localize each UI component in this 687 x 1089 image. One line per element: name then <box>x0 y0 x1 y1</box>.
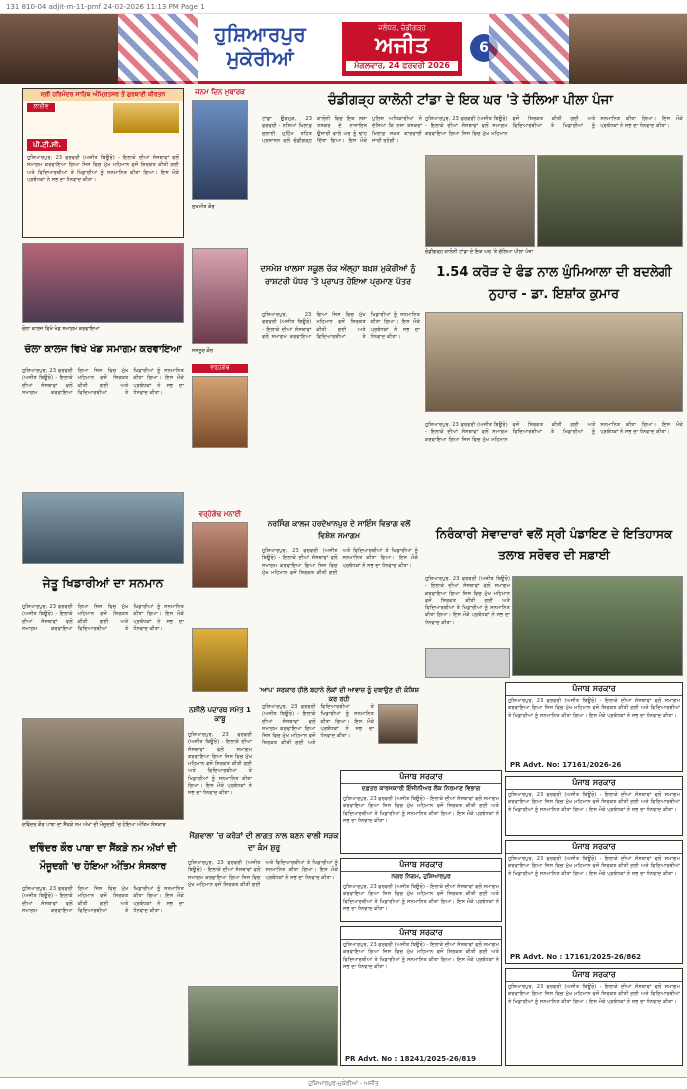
govt-ad-2-body: ਹੁਸ਼ਿਆਰਪੁਰ, 23 ਫਰਵਰੀ (ਅਜੀਤ ਬਿਊਰੋ) - ਇਲਾਕੇ ਦੀਆਂ ਸੰਸਥਾਵਾਂ ਵਲੋਂ ਸਮਾਗਮ ਕਰਵਾਇਆ ਗਿਆ ਜਿਸ ਵਿਚ ਮੁੱਖ ਮਹਿਮਾਨ ਵਜੋਂ ਸ਼ਿਰਕਤ ਕੀਤੀ ਗਈ ਅਤੇ ਵਿਦਿਆਰਥੀਆਂ ਤੇ ਖਿਡਾਰੀਆਂ ਨੂੰ ਸਨਮਾਨਿਤ ਕੀਤਾ ਗਿਆ। ਇਸ ਮੌਕੇ ਪ੍ਰਬੰਧਕਾਂ ਨੇ ਸਭ ਦਾ ਧੰਨਵਾਦ ਕੀਤਾ। <box>508 792 680 813</box>
drug-headline-box <box>188 706 252 730</box>
funeral-headline-box <box>22 840 184 882</box>
nirankari-story-body: ਹੁਸ਼ਿਆਰਪੁਰ, 23 ਫਰਵਰੀ (ਅਜੀਤ ਬਿਊਰੋ) - ਇਲਾਕੇ ਦੀਆਂ ਸੰਸਥਾਵਾਂ ਵਲੋਂ ਸਮਾਗਮ ਕਰਵਾਇਆ ਗਿਆ ਜਿਸ ਵਿਚ ਮੁੱਖ ਮਹਿਮਾਨ ਵਜੋਂ ਸ਼ਿਰਕਤ ਕੀਤੀ ਗਈ ਅਤੇ ਵਿਦਿਆਰਥੀਆਂ ਤੇ ਖਿਡਾਰੀਆਂ ਨੂੰ ਸਨਮਾਨਿਤ ਕੀਤਾ ਗਿਆ। ਇਸ ਮੌਕੇ ਪ੍ਰਬੰਧਕਾਂ ਨੇ ਸਭ ਦਾ ਧੰਨਵਾਦ ਕੀਤਾ। <box>425 576 510 626</box>
birthday-photo-2 <box>192 248 248 344</box>
anniversary-photo-2 <box>192 522 248 588</box>
brand-box <box>342 22 462 76</box>
school-story-body: ਹੁਸ਼ਿਆਰਪੁਰ, 23 ਫਰਵਰੀ (ਅਜੀਤ ਬਿਊਰੋ) - ਇਲਾਕੇ ਦੀਆਂ ਸੰਸਥਾਵਾਂ ਵਲੋਂ ਸਮਾਗਮ ਕਰਵਾਇਆ ਗਿਆ ਜਿਸ ਵਿਚ ਮੁੱਖ ਮਹਿਮਾਨ ਵਜੋਂ ਸ਼ਿਰਕਤ ਕੀਤੀ ਗਈ ਅਤੇ ਵਿਦਿਆਰਥੀਆਂ ਤੇ ਖਿਡਾਰੀਆਂ ਨੂੰ ਸਨਮਾਨਿਤ ਕੀਤਾ ਗਿਆ। ਇਸ ਮੌਕੇ ਪ੍ਰਬੰਧਕਾਂ ਨੇ ਸਭ ਦਾ ਧੰਨਵਾਦ ਕੀਤਾ। <box>262 312 420 340</box>
event-photo-caption: ਦਵਿੰਦਰ ਕੌਰ ਪਾਬਾ ਦਾ ਸੈਂਕੜੇ ਨਮ ਅੱਖਾਂ ਦੀ ਮੌਜੂਦਗੀ 'ਚ ਹੋਇਆ ਅੰਤਿਮ ਸੰਸਕਾਰ <box>22 822 166 828</box>
main-story-headline-box <box>258 90 683 114</box>
anniversary-label: ਵਰ੍ਹੇਗੰਢ <box>192 364 248 373</box>
govt-ad-1-head: ਪੰਜਾਬ ਸਰਕਾਰ <box>506 683 682 696</box>
main-story-headline: ਚੰਡੀਗੜ੍ਹ ਕਾਲੋਨੀ ਟਾਂਡਾ ਦੇ ਇਕ ਘਰ 'ਤੇ ਚੱਲਿਆ ਪੀਲਾ ਪੰਜਾ <box>327 93 614 108</box>
govt-ad-5-body: ਹੁਸ਼ਿਆਰਪੁਰ, 23 ਫਰਵਰੀ (ਅਜੀਤ ਬਿਊਰੋ) - ਇਲਾਕੇ ਦੀਆਂ ਸੰਸਥਾਵਾਂ ਵਲੋਂ ਸਮਾਗਮ ਕਰਵਾਇਆ ਗਿਆ ਜਿਸ ਵਿਚ ਮੁੱਖ ਮਹਿਮਾਨ ਵਜੋਂ ਸ਼ਿਰਕਤ ਕੀਤੀ ਗਈ ਅਤੇ ਵਿਦਿਆਰਥੀਆਂ ਤੇ ਖਿਡਾਰੀਆਂ ਨੂੰ ਸਨਮਾਨਿਤ ਕੀਤਾ ਗਿਆ। ਇਸ ਮੌਕੇ ਪ੍ਰਬੰਧਕਾਂ ਨੇ ਸਭ ਦਾ ਧੰਨਵਾਦ ਕੀਤਾ। <box>343 942 499 970</box>
brand-cities: ਜਲੰਧਰ, ਚੰਡੀਗੜ੍ਹ <box>378 24 426 32</box>
anniversary-column <box>188 510 252 710</box>
govt-ad-4-number: PR Advt. No : 17161/2025-26/862 <box>510 953 641 961</box>
govt-ad-5-number: PR Advt. No : 18241/2025-26/819 <box>345 1055 476 1063</box>
govt-ad-2-head: ਪੰਜਾਬ ਸਰਕਾਰ <box>506 777 682 790</box>
main-story-body: ਟਾਂਡਾ ਉੜਮੁੜ, 23 ਫਰਵਰੀ - ਨਸ਼ਿਆਂ ਖ਼ਿਲਾਫ਼ ਚਲਾਈ ਮੁਹਿੰਮ ਤਹਿਤ ਪ੍ਰਸ਼ਾਸਨ ਵਲੋਂ ਚੰਡੀਗੜ੍ਹ ਕਾਲੋਨੀ ਵਿਚ ਇਕ ਨਸ਼ਾ ਤਸਕਰ ਦੇ ਨਾਜਾਇਜ਼ ਉਸਾਰੀ ਵਾਲੇ ਘਰ ਨੂੰ ਢਾਹ ਦਿੱਤਾ ਗਿਆ। ਇਸ ਮੌਕੇ ਪੁਲਿਸ ਅਧਿਕਾਰੀਆਂ ਨੇ ਦੱਸਿਆ ਕਿ ਨਸ਼ਾ ਤਸਕਰਾਂ ਖ਼ਿਲਾਫ਼ ਸਖ਼ਤ ਕਾਰਵਾਈ ਜਾਰੀ ਰਹੇਗੀ। <box>262 116 422 144</box>
birthday-column <box>188 88 252 448</box>
edition-title <box>190 22 330 70</box>
page-number: 6 <box>470 34 498 62</box>
ishank-photo <box>425 312 683 412</box>
live-label: ਲਾਈਵ <box>27 103 55 112</box>
school-headline-box <box>258 262 418 308</box>
event-photo-left <box>22 718 184 820</box>
govt-ad-1 <box>505 682 683 772</box>
anniversary-photo-3 <box>192 628 248 692</box>
aap-headline-box <box>258 686 420 702</box>
govt-ad-7 <box>505 968 683 1066</box>
road-photo <box>188 986 338 1066</box>
govt-ad-3-body: ਹੁਸ਼ਿਆਰਪੁਰ, 23 ਫਰਵਰੀ (ਅਜੀਤ ਬਿਊਰੋ) - ਇਲਾਕੇ ਦੀਆਂ ਸੰਸਥਾਵਾਂ ਵਲੋਂ ਸਮਾਗਮ ਕਰਵਾਇਆ ਗਿਆ ਜਿਸ ਵਿਚ ਮੁੱਖ ਮਹਿਮਾਨ ਵਜੋਂ ਸ਼ਿਰਕਤ ਕੀਤੀ ਗਈ ਅਤੇ ਵਿਦਿਆਰਥੀਆਂ ਤੇ ਖਿਡਾਰੀਆਂ ਨੂੰ ਸਨਮਾਨਿਤ ਕੀਤਾ ਗਿਆ। ਇਸ ਮੌਕੇ ਪ੍ਰਬੰਧਕਾਂ ਨੇ ਸਭ ਦਾ ਧੰਨਵਾਦ ਕੀਤਾ। <box>343 796 499 824</box>
sports-photo <box>22 492 184 564</box>
winners-headline: ਜੇਤੂ ਖਿਡਾਰੀਆਂ ਦਾ ਸਨਮਾਨ <box>42 576 164 590</box>
govt-ad-4-head: ਪੰਜਾਬ ਸਰਕਾਰ <box>506 841 682 854</box>
govt-ad-3-subhead: ਦਫ਼ਤਰ ਕਾਰਜਕਾਰੀ ਇੰਜੀਨੀਅਰ ਲੋਕ ਨਿਰਮਾਣ ਵਿਭਾਗ <box>361 785 481 792</box>
ishank-story-body: ਹੁਸ਼ਿਆਰਪੁਰ, 23 ਫਰਵਰੀ (ਅਜੀਤ ਬਿਊਰੋ) - ਇਲਾਕੇ ਦੀਆਂ ਸੰਸਥਾਵਾਂ ਵਲੋਂ ਸਮਾਗਮ ਕਰਵਾਇਆ ਗਿਆ ਜਿਸ ਵਿਚ ਮੁੱਖ ਮਹਿਮਾਨ ਵਜੋਂ ਸ਼ਿਰਕਤ ਕੀਤੀ ਗਈ ਅਤੇ ਵਿਦਿਆਰਥੀਆਂ ਤੇ ਖਿਡਾਰੀਆਂ ਨੂੰ ਸਨਮਾਨਿਤ ਕੀਤਾ ਗਿਆ। ਇਸ ਮੌਕੇ ਪ੍ਰਬੰਧਕਾਂ ਨੇ ਸਭ ਦਾ ਧੰਨਵਾਦ ਕੀਤਾ। <box>425 422 683 443</box>
nursing-story-body: ਹੁਸ਼ਿਆਰਪੁਰ, 23 ਫਰਵਰੀ (ਅਜੀਤ ਬਿਊਰੋ) - ਇਲਾਕੇ ਦੀਆਂ ਸੰਸਥਾਵਾਂ ਵਲੋਂ ਸਮਾਗਮ ਕਰਵਾਇਆ ਗਿਆ ਜਿਸ ਵਿਚ ਮੁੱਖ ਮਹਿਮਾਨ ਵਜੋਂ ਸ਼ਿਰਕਤ ਕੀਤੀ ਗਈ ਅਤੇ ਵਿਦਿਆਰਥੀਆਂ ਤੇ ਖਿਡਾਰੀਆਂ ਨੂੰ ਸਨਮਾਨਿਤ ਕੀਤਾ ਗਿਆ। ਇਸ ਮੌਕੇ ਪ੍ਰਬੰਧਕਾਂ ਨੇ ਸਭ ਦਾ ਧੰਨਵਾਦ ਕੀਤਾ। <box>262 548 418 576</box>
road-headline: ਮੈਂਗਵਾਲਾ 'ਚ ਕਰੋੜਾਂ ਦੀ ਲਾਗਤ ਨਾਲ ਬਣਨ ਵਾਲੀ ਸੜਕ ਦਾ ਕੰਮ ਸ਼ੁਰੂ <box>189 831 339 852</box>
nirankari-headline-box <box>425 524 683 570</box>
birthday-photo-1 <box>192 100 248 200</box>
anniversary2-label: ਵਰ੍ਹੇਗੰਢ ਮਨਾਈ <box>198 510 242 518</box>
govt-ad-5-head: ਪੰਜਾਬ ਸਰਕਾਰ <box>341 927 501 940</box>
page-footer: ਹੁਸ਼ਿਆਰਪੁਰ-ਮੁਕੇਰੀਆਂ - ਅਜੀਤ <box>0 1077 687 1089</box>
anniversary-photo-1 <box>192 376 248 448</box>
govt-ad-4 <box>505 840 683 964</box>
print-slug: 131 810-04 adjit-m-11-pmf 24-02-2026 11:13 PM Page 1 <box>0 0 687 14</box>
college-photo-caption: ਚੋਲਾ ਕਾਲਜ ਵਿਖੇ ਖੇਡ ਸਮਾਗਮ ਕਰਵਾਇਆ <box>22 326 100 332</box>
main-story-photo-2 <box>537 155 683 247</box>
college-group-photo <box>22 243 184 323</box>
issue-date: ਮੰਗਲਵਾਰ, 24 ਫਰਵਰੀ 2026 <box>346 61 458 71</box>
nursing-headline: ਨਰਸਿੰਗ ਕਾਲਜ ਹਰਦੋਖਾਨਪੁਰ ਦੇ ਸਾਇੰਸ ਵਿਭਾਗ ਵਲੋਂ ਵਿਸ਼ੇਸ਼ ਸਮਾਗਮ <box>267 519 411 540</box>
nirankari-photo-2 <box>425 648 510 678</box>
main-story-body-2: ਹੁਸ਼ਿਆਰਪੁਰ, 23 ਫਰਵਰੀ (ਅਜੀਤ ਬਿਊਰੋ) - ਇਲਾਕੇ ਦੀਆਂ ਸੰਸਥਾਵਾਂ ਵਲੋਂ ਸਮਾਗਮ ਕਰਵਾਇਆ ਗਿਆ ਜਿਸ ਵਿਚ ਮੁੱਖ ਮਹਿਮਾਨ ਵਜੋਂ ਸ਼ਿਰਕਤ ਕੀਤੀ ਗਈ ਅਤੇ ਵਿਦਿਆਰਥੀਆਂ ਤੇ ਖਿਡਾਰੀਆਂ ਨੂੰ ਸਨਮਾਨਿਤ ਕੀਤਾ ਗਿਆ। ਇਸ ਮੌਕੇ ਪ੍ਰਬੰਧਕਾਂ ਨੇ ਸਭ ਦਾ ਧੰਨਵਾਦ ਕੀਤਾ। <box>425 116 683 137</box>
drug-headline: ਨਸ਼ੀਲੇ ਪਦਾਰਥ ਸਮੇਤ 1 ਕਾਬੂ <box>189 706 251 723</box>
brand-logo-text: ਅਜੀਤ <box>375 33 429 58</box>
govt-ad-5 <box>340 926 502 1066</box>
nursing-headline-box <box>258 518 420 544</box>
govt-ad-6 <box>340 858 502 922</box>
ishank-headline: 1.54 ਕਰੋੜ ਦੇ ਫੰਡ ਨਾਲ ਘੁੰਮਿਆਲਾ ਦੀ ਬਦਲੇਗੀ ਨੁਹਾਰ - ਡਾ. ਇਸ਼ਾਂਕ ਕੁਮਾਰ <box>436 265 672 302</box>
govt-ad-6-subhead: ਨਗਰ ਨਿਗਮ, ਹੁਸ਼ਿਆਰਪੁਰ <box>391 873 451 880</box>
ishank-headline-box <box>425 262 683 310</box>
govt-ad-2 <box>505 776 683 836</box>
road-headline-box <box>188 830 340 858</box>
school-headline: ਦਸਮੇਸ਼ ਖਾਲਸਾ ਸਕੂਲ ਚੱਕ ਅੱਲ੍ਹਾ ਬਖ਼ਸ਼ ਮੁਕੇਰੀਆਂ ਨੂੰ ਰਾਸ਼ਟਰੀ ਪੱਧਰ 'ਤੇ ਪ੍ਰਾਪਤ ਹੋਇਆ ਪ੍ਰਮਾਣ ਪੱਤਰ <box>260 264 416 286</box>
masthead <box>0 14 687 84</box>
birthday-caption-1: ਸੁਖਮੀਤ ਕੌਰ <box>192 204 215 210</box>
ptc-logo: ਪੀ.ਟੀ.ਸੀ. <box>27 139 67 151</box>
govt-ad-3-head: ਪੰਜਾਬ ਸਰਕਾਰ <box>341 771 501 784</box>
main-story-photo-1 <box>425 155 535 247</box>
masthead-photo-right <box>569 14 687 84</box>
aap-headline: 'ਆਪ' ਸਰਕਾਰ ਹੀਲੇ ਬਹਾਨੇ ਲੋਕਾਂ ਦੀ ਆਵਾਜ਼ ਨੂੰ ਦਬਾਉਣ ਦੀ ਕੋਸ਼ਿਸ਼ ਕਰ ਰਹੀ <box>259 686 419 702</box>
govt-ad-4-body: ਹੁਸ਼ਿਆਰਪੁਰ, 23 ਫਰਵਰੀ (ਅਜੀਤ ਬਿਊਰੋ) - ਇਲਾਕੇ ਦੀਆਂ ਸੰਸਥਾਵਾਂ ਵਲੋਂ ਸਮਾਗਮ ਕਰਵਾਇਆ ਗਿਆ ਜਿਸ ਵਿਚ ਮੁੱਖ ਮਹਿਮਾਨ ਵਜੋਂ ਸ਼ਿਰਕਤ ਕੀਤੀ ਗਈ ਅਤੇ ਵਿਦਿਆਰਥੀਆਂ ਤੇ ਖਿਡਾਰੀਆਂ ਨੂੰ ਸਨਮਾਨਿਤ ਕੀਤਾ ਗਿਆ। ਇਸ ਮੌਕੇ ਪ੍ਰਬੰਧਕਾਂ ਨੇ ਸਭ ਦਾ ਧੰਨਵਾਦ ਕੀਤਾ। <box>508 856 680 877</box>
funeral-headline: ਦਵਿੰਦਰ ਕੌਰ ਪਾਬਾ ਦਾ ਸੈਂਕੜੇ ਨਮ ਅੱਖਾਂ ਦੀ ਮੌਜੂਦਗੀ 'ਚ ਹੋਇਆ ਅੰਤਿਮ ਸੰਸਕਾਰ <box>29 843 177 872</box>
birthday-header: ਜਨਮ ਦਿਨ ਮੁਬਾਰਕ <box>195 88 245 96</box>
aap-story-body: ਹੁਸ਼ਿਆਰਪੁਰ, 23 ਫਰਵਰੀ (ਅਜੀਤ ਬਿਊਰੋ) - ਇਲਾਕੇ ਦੀਆਂ ਸੰਸਥਾਵਾਂ ਵਲੋਂ ਸਮਾਗਮ ਕਰਵਾਇਆ ਗਿਆ ਜਿਸ ਵਿਚ ਮੁੱਖ ਮਹਿਮਾਨ ਵਜੋਂ ਸ਼ਿਰਕਤ ਕੀਤੀ ਗਈ ਅਤੇ ਵਿਦਿਆਰਥੀਆਂ ਤੇ ਖਿਡਾਰੀਆਂ ਨੂੰ ਸਨਮਾਨਿਤ ਕੀਤਾ ਗਿਆ। ਇਸ ਮੌਕੇ ਪ੍ਰਬੰਧਕਾਂ ਨੇ ਸਭ ਦਾ ਧੰਨਵਾਦ ਕੀਤਾ। <box>262 704 374 747</box>
college-headline: ਚੋਲਾ ਕਾਲਜ ਵਿਖੇ ਖੇਡ ਸਮਾਗਮ ਕਰਵਾਇਆ <box>24 344 182 355</box>
masthead-pattern-right <box>489 14 569 84</box>
college-story-body: ਹੁਸ਼ਿਆਰਪੁਰ, 23 ਫਰਵਰੀ (ਅਜੀਤ ਬਿਊਰੋ) - ਇਲਾਕੇ ਦੀਆਂ ਸੰਸਥਾਵਾਂ ਵਲੋਂ ਸਮਾਗਮ ਕਰਵਾਇਆ ਗਿਆ ਜਿਸ ਵਿਚ ਮੁੱਖ ਮਹਿਮਾਨ ਵਜੋਂ ਸ਼ਿਰਕਤ ਕੀਤੀ ਗਈ ਅਤੇ ਵਿਦਿਆਰਥੀਆਂ ਤੇ ਖਿਡਾਰੀਆਂ ਨੂੰ ਸਨਮਾਨਿਤ ਕੀਤਾ ਗਿਆ। ਇਸ ਮੌਕੇ ਪ੍ਰਬੰਧਕਾਂ ਨੇ ਸਭ ਦਾ ਧੰਨਵਾਦ ਕੀਤਾ। <box>22 368 184 396</box>
edition-title-line2: ਮੁਕੇਰੀਆਂ <box>226 46 294 70</box>
govt-ad-3 <box>340 770 502 854</box>
golden-temple-image <box>113 103 179 133</box>
gurbani-ad-title: ਸ੍ਰੀ ਹਰਿਮੰਦਰ ਸਾਹਿਬ ਅੰਮ੍ਰਿਤਸਰ ਤੋਂ ਗੁਰਬਾਣੀ ਕੀਰਤਨ <box>23 89 183 101</box>
birthday-caption-2: ਜਸਨੂਰ ਕੌਰ <box>192 348 213 354</box>
masthead-pattern-left <box>118 14 198 84</box>
winners-story-body: ਹੁਸ਼ਿਆਰਪੁਰ, 23 ਫਰਵਰੀ (ਅਜੀਤ ਬਿਊਰੋ) - ਇਲਾਕੇ ਦੀਆਂ ਸੰਸਥਾਵਾਂ ਵਲੋਂ ਸਮਾਗਮ ਕਰਵਾਇਆ ਗਿਆ ਜਿਸ ਵਿਚ ਮੁੱਖ ਮਹਿਮਾਨ ਵਜੋਂ ਸ਼ਿਰਕਤ ਕੀਤੀ ਗਈ ਅਤੇ ਵਿਦਿਆਰਥੀਆਂ ਤੇ ਖਿਡਾਰੀਆਂ ਨੂੰ ਸਨਮਾਨਿਤ ਕੀਤਾ ਗਿਆ। ਇਸ ਮੌਕੇ ਪ੍ਰਬੰਧਕਾਂ ਨੇ ਸਭ ਦਾ ਧੰਨਵਾਦ ਕੀਤਾ। <box>22 604 184 632</box>
funeral-story-body: ਹੁਸ਼ਿਆਰਪੁਰ, 23 ਫਰਵਰੀ (ਅਜੀਤ ਬਿਊਰੋ) - ਇਲਾਕੇ ਦੀਆਂ ਸੰਸਥਾਵਾਂ ਵਲੋਂ ਸਮਾਗਮ ਕਰਵਾਇਆ ਗਿਆ ਜਿਸ ਵਿਚ ਮੁੱਖ ਮਹਿਮਾਨ ਵਜੋਂ ਸ਼ਿਰਕਤ ਕੀਤੀ ਗਈ ਅਤੇ ਵਿਦਿਆਰਥੀਆਂ ਤੇ ਖਿਡਾਰੀਆਂ ਨੂੰ ਸਨਮਾਨਿਤ ਕੀਤਾ ਗਿਆ। ਇਸ ਮੌਕੇ ਪ੍ਰਬੰਧਕਾਂ ਨੇ ਸਭ ਦਾ ਧੰਨਵਾਦ ਕੀਤਾ। <box>22 886 184 914</box>
govt-ad-6-body: ਹੁਸ਼ਿਆਰਪੁਰ, 23 ਫਰਵਰੀ (ਅਜੀਤ ਬਿਊਰੋ) - ਇਲਾਕੇ ਦੀਆਂ ਸੰਸਥਾਵਾਂ ਵਲੋਂ ਸਮਾਗਮ ਕਰਵਾਇਆ ਗਿਆ ਜਿਸ ਵਿਚ ਮੁੱਖ ਮਹਿਮਾਨ ਵਜੋਂ ਸ਼ਿਰਕਤ ਕੀਤੀ ਗਈ ਅਤੇ ਵਿਦਿਆਰਥੀਆਂ ਤੇ ਖਿਡਾਰੀਆਂ ਨੂੰ ਸਨਮਾਨਿਤ ਕੀਤਾ ਗਿਆ। ਇਸ ਮੌਕੇ ਪ੍ਰਬੰਧਕਾਂ ਨੇ ਸਭ ਦਾ ਧੰਨਵਾਦ ਕੀਤਾ। <box>343 884 499 912</box>
drug-story-body: ਹੁਸ਼ਿਆਰਪੁਰ, 23 ਫਰਵਰੀ (ਅਜੀਤ ਬਿਊਰੋ) - ਇਲਾਕੇ ਦੀਆਂ ਸੰਸਥਾਵਾਂ ਵਲੋਂ ਸਮਾਗਮ ਕਰਵਾਇਆ ਗਿਆ ਜਿਸ ਵਿਚ ਮੁੱਖ ਮਹਿਮਾਨ ਵਜੋਂ ਸ਼ਿਰਕਤ ਕੀਤੀ ਗਈ ਅਤੇ ਵਿਦਿਆਰਥੀਆਂ ਤੇ ਖਿਡਾਰੀਆਂ ਨੂੰ ਸਨਮਾਨਿਤ ਕੀਤਾ ਗਿਆ। ਇਸ ਮੌਕੇ ਪ੍ਰਬੰਧਕਾਂ ਨੇ ਸਭ ਦਾ ਧੰਨਵਾਦ ਕੀਤਾ। <box>188 732 252 797</box>
govt-ad-6-head: ਪੰਜਾਬ ਸਰਕਾਰ <box>341 859 501 872</box>
govt-ad-7-head: ਪੰਜਾਬ ਸਰਕਾਰ <box>506 969 682 982</box>
govt-ad-7-body: ਹੁਸ਼ਿਆਰਪੁਰ, 23 ਫਰਵਰੀ (ਅਜੀਤ ਬਿਊਰੋ) - ਇਲਾਕੇ ਦੀਆਂ ਸੰਸਥਾਵਾਂ ਵਲੋਂ ਸਮਾਗਮ ਕਰਵਾਇਆ ਗਿਆ ਜਿਸ ਵਿਚ ਮੁੱਖ ਮਹਿਮਾਨ ਵਜੋਂ ਸ਼ਿਰਕਤ ਕੀਤੀ ਗਈ ਅਤੇ ਵਿਦਿਆਰਥੀਆਂ ਤੇ ਖਿਡਾਰੀਆਂ ਨੂੰ ਸਨਮਾਨਿਤ ਕੀਤਾ ਗਿਆ। ਇਸ ਮੌਕੇ ਪ੍ਰਬੰਧਕਾਂ ਨੇ ਸਭ ਦਾ ਧੰਨਵਾਦ ਕੀਤਾ। <box>508 984 680 1005</box>
college-headline-box <box>22 344 184 364</box>
winners-headline-box <box>22 576 184 600</box>
govt-ad-1-body: ਹੁਸ਼ਿਆਰਪੁਰ, 23 ਫਰਵਰੀ (ਅਜੀਤ ਬਿਊਰੋ) - ਇਲਾਕੇ ਦੀਆਂ ਸੰਸਥਾਵਾਂ ਵਲੋਂ ਸਮਾਗਮ ਕਰਵਾਇਆ ਗਿਆ ਜਿਸ ਵਿਚ ਮੁੱਖ ਮਹਿਮਾਨ ਵਜੋਂ ਸ਼ਿਰਕਤ ਕੀਤੀ ਗਈ ਅਤੇ ਵਿਦਿਆਰਥੀਆਂ ਤੇ ਖਿਡਾਰੀਆਂ ਨੂੰ ਸਨਮਾਨਿਤ ਕੀਤਾ ਗਿਆ। ਇਸ ਮੌਕੇ ਪ੍ਰਬੰਧਕਾਂ ਨੇ ਸਭ ਦਾ ਧੰਨਵਾਦ ਕੀਤਾ। <box>508 698 680 719</box>
edition-title-line1: ਹੁਸ਼ਿਆਰਪੁਰ <box>214 22 306 46</box>
road-story-body: ਹੁਸ਼ਿਆਰਪੁਰ, 23 ਫਰਵਰੀ (ਅਜੀਤ ਬਿਊਰੋ) - ਇਲਾਕੇ ਦੀਆਂ ਸੰਸਥਾਵਾਂ ਵਲੋਂ ਸਮਾਗਮ ਕਰਵਾਇਆ ਗਿਆ ਜਿਸ ਵਿਚ ਮੁੱਖ ਮਹਿਮਾਨ ਵਜੋਂ ਸ਼ਿਰਕਤ ਕੀਤੀ ਗਈ ਅਤੇ ਵਿਦਿਆਰਥੀਆਂ ਤੇ ਖਿਡਾਰੀਆਂ ਨੂੰ ਸਨਮਾਨਿਤ ਕੀਤਾ ਗਿਆ। ਇਸ ਮੌਕੇ ਪ੍ਰਬੰਧਕਾਂ ਨੇ ਸਭ ਦਾ ਧੰਨਵਾਦ ਕੀਤਾ। <box>188 860 338 888</box>
gurbani-ad-text: ਹੁਸ਼ਿਆਰਪੁਰ, 23 ਫਰਵਰੀ (ਅਜੀਤ ਬਿਊਰੋ) - ਇਲਾਕੇ ਦੀਆਂ ਸੰਸਥਾਵਾਂ ਵਲੋਂ ਸਮਾਗਮ ਕਰਵਾਇਆ ਗਿਆ ਜਿਸ ਵਿਚ ਮੁੱਖ ਮਹਿਮਾਨ ਵਜੋਂ ਸ਼ਿਰਕਤ ਕੀਤੀ ਗਈ ਅਤੇ ਵਿਦਿਆਰਥੀਆਂ ਤੇ ਖਿਡਾਰੀਆਂ ਨੂੰ ਸਨਮਾਨਿਤ ਕੀਤਾ ਗਿਆ। ਇਸ ਮੌਕੇ ਪ੍ਰਬੰਧਕਾਂ ਨੇ ਸਭ ਦਾ ਧੰਨਵਾਦ ਕੀਤਾ। <box>27 155 179 183</box>
govt-ad-1-number: PR Advt. No: 17161/2026-26 <box>510 761 622 769</box>
main-story-caption: ਚੰਡੀਗੜ੍ਹ ਕਾਲੋਨੀ ਟਾਂਡਾ ਦੇ ਇਕ ਘਰ 'ਤੇ ਚੱਲਿਆ ਪੀਲਾ ਪੰਜਾ <box>425 249 534 255</box>
masthead-photo-left <box>0 14 118 84</box>
nirankari-headline: ਨਿਰੰਕਾਰੀ ਸੇਵਾਦਾਰਾਂ ਵਲੋਂ ਸ੍ਰੀ ਪੰਡਾਇਣ ਦੇ ਇਤਿਹਾਸਕ ਤਲਾਬ ਸਰੋਵਰ ਦੀ ਸਫ਼ਾਈ <box>435 527 673 562</box>
nirankari-photo <box>512 576 683 676</box>
aap-leader-photo <box>378 704 418 744</box>
gurbani-live-ad <box>22 88 184 238</box>
